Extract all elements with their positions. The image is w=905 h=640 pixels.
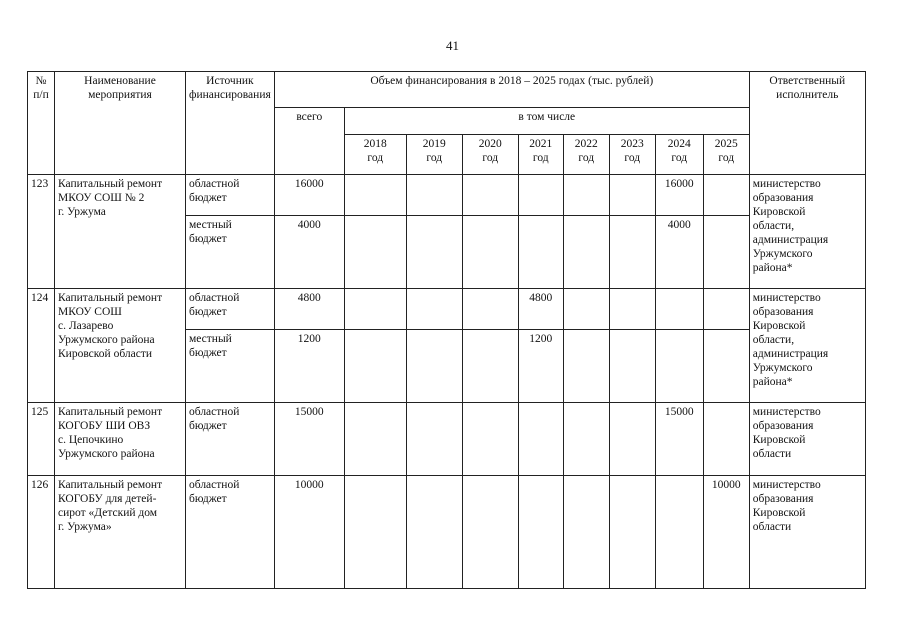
header-year-2025 [703, 135, 749, 175]
text-line: с. Цепочкино [58, 434, 124, 446]
header-responsible: Ответственный исполнитель [749, 72, 865, 175]
funding-source [186, 216, 275, 289]
year-amount-2022 [563, 403, 609, 476]
text-line: Уржумского района [58, 334, 155, 346]
year-amount-2020 [462, 216, 518, 289]
year-amount-2019 [406, 476, 462, 589]
header-year-2019 [406, 135, 462, 175]
header-year-2024 [655, 135, 703, 175]
year-amount-2023 [609, 403, 655, 476]
year-amount-2025 [703, 403, 749, 476]
year-amount-2019 [406, 330, 462, 403]
text-line: областной [189, 178, 240, 190]
year-number: 2021 [529, 138, 553, 150]
text-line: администрация [752, 234, 829, 246]
year-amount-2018 [344, 289, 406, 330]
text-line: Капитальный ремонт [58, 406, 163, 418]
year-amount-2022 [563, 175, 609, 216]
funding-source [186, 403, 275, 476]
year-amount-2025: 10000 [703, 476, 749, 589]
year-number: 2022 [574, 138, 598, 150]
year-amount-2021 [518, 216, 563, 289]
text-line: Кировской [752, 434, 806, 446]
financing-table [27, 71, 866, 589]
year-amount-2024: 15000 [655, 403, 703, 476]
header-including: в том числе [344, 108, 749, 135]
year-amount-2021 [518, 403, 563, 476]
text-line: областной [189, 479, 240, 491]
year-amount-2024: 4000 [655, 216, 703, 289]
year-unit: год [367, 152, 384, 164]
year-amount-2023 [609, 330, 655, 403]
total-amount: 4800 [274, 289, 344, 330]
funding-source [186, 289, 275, 330]
header-year-2023 [609, 135, 655, 175]
header-year-2021 [518, 135, 563, 175]
year-amount-2021: 4800 [518, 289, 563, 330]
text-line: министерство [752, 406, 821, 418]
header-name: Наименование мероприятия [55, 72, 186, 175]
text-line: г. Уржума [58, 206, 106, 218]
year-amount-2020 [462, 175, 518, 216]
year-amount-2025 [703, 330, 749, 403]
year-unit: год [532, 152, 549, 164]
text-line: Кировской [752, 320, 806, 332]
text-line: сирот «Детский дом [58, 507, 158, 519]
header-year-2022 [563, 135, 609, 175]
year-unit: год [482, 152, 499, 164]
year-amount-2023 [609, 216, 655, 289]
funding-source [186, 330, 275, 403]
text-line: местный [189, 333, 232, 345]
text-line: бюджет [189, 420, 227, 432]
table-row [28, 476, 866, 589]
responsible-executor [749, 476, 865, 589]
year-unit: год [578, 152, 595, 164]
header-year-2020 [462, 135, 518, 175]
year-amount-2019 [406, 175, 462, 216]
year-amount-2023 [609, 476, 655, 589]
year-amount-2018 [344, 216, 406, 289]
text-line: Капитальный ремонт [58, 178, 163, 190]
text-line: бюджет [189, 306, 227, 318]
year-unit: год [718, 152, 735, 164]
year-amount-2024 [655, 330, 703, 403]
year-amount-2018 [344, 403, 406, 476]
year-number: 2024 [667, 138, 691, 150]
funding-source [186, 476, 275, 589]
text-line: бюджет [189, 493, 227, 505]
year-amount-2020 [462, 476, 518, 589]
year-unit: год [426, 152, 443, 164]
text-line: Уржумского [752, 362, 813, 374]
text-line: бюджет [189, 233, 227, 245]
text-line: области, [752, 334, 795, 346]
header-volume: Объем финансирования в 2018 – 2025 годах (тыс. рублей) [274, 72, 749, 108]
header-num: № п/п [28, 72, 55, 175]
responsible-executor [749, 289, 865, 403]
year-amount-2022 [563, 216, 609, 289]
text-line: области [752, 521, 792, 533]
text-line: Кировской [752, 206, 806, 218]
text-line: КОГОБУ ШИ ОВЗ [58, 420, 151, 432]
year-amount-2022 [563, 289, 609, 330]
year-amount-2025 [703, 216, 749, 289]
year-amount-2025 [703, 175, 749, 216]
text-line: области [752, 448, 792, 460]
text-line: министерство [752, 479, 821, 491]
text-line: области, [752, 220, 795, 232]
total-amount: 15000 [274, 403, 344, 476]
year-number: 2019 [422, 138, 446, 150]
year-amount-2020 [462, 330, 518, 403]
year-amount-2019 [406, 216, 462, 289]
text-line: Капитальный ремонт [58, 479, 163, 491]
year-unit: год [671, 152, 688, 164]
responsible-executor [749, 175, 865, 289]
year-amount-2021: 1200 [518, 330, 563, 403]
text-line: министерство [752, 292, 821, 304]
text-line: образования [752, 493, 814, 505]
row-number: 124 [28, 289, 55, 403]
text-line: местный [189, 219, 232, 231]
year-amount-2021 [518, 175, 563, 216]
table-row [28, 403, 866, 476]
text-line: МКОУ СОШ № 2 [58, 192, 145, 204]
text-line: бюджет [189, 347, 227, 359]
text-line: министерство [752, 178, 821, 190]
row-number: 125 [28, 403, 55, 476]
responsible-executor [749, 403, 865, 476]
year-amount-2025 [703, 289, 749, 330]
total-amount: 16000 [274, 175, 344, 216]
activity-name [55, 175, 186, 289]
text-line: г. Уржума» [58, 521, 112, 533]
text-line: МКОУ СОШ [58, 306, 122, 318]
header-year-2018 [344, 135, 406, 175]
text-line: Капитальный ремонт [58, 292, 163, 304]
year-number: 2023 [620, 138, 644, 150]
year-amount-2018 [344, 330, 406, 403]
text-line: района* [752, 376, 793, 388]
page-number: 41 [446, 38, 459, 53]
year-amount-2019 [406, 403, 462, 476]
year-amount-2020 [462, 403, 518, 476]
year-amount-2018 [344, 476, 406, 589]
year-amount-2024: 16000 [655, 175, 703, 216]
text-line: бюджет [189, 192, 227, 204]
text-line: с. Лазарево [58, 320, 114, 332]
text-line: образования [752, 420, 814, 432]
year-number: 2018 [363, 138, 387, 150]
header-total: всего [274, 108, 344, 175]
text-line: района* [752, 262, 793, 274]
year-amount-2020 [462, 289, 518, 330]
header-source: Источник финансирования [186, 72, 275, 175]
text-line: областной [189, 292, 240, 304]
year-amount-2024 [655, 476, 703, 589]
text-line: администрация [752, 348, 829, 360]
year-amount-2018 [344, 175, 406, 216]
activity-name [55, 403, 186, 476]
total-amount: 10000 [274, 476, 344, 589]
row-number: 126 [28, 476, 55, 589]
total-amount: 4000 [274, 216, 344, 289]
text-line: Уржумского района [58, 448, 155, 460]
year-amount-2024 [655, 289, 703, 330]
year-amount-2022 [563, 476, 609, 589]
text-line: Кировской области [58, 348, 153, 360]
year-number: 2025 [714, 138, 738, 150]
activity-name [55, 289, 186, 403]
table-row [28, 175, 866, 216]
total-amount: 1200 [274, 330, 344, 403]
row-number: 123 [28, 175, 55, 289]
table-row [28, 289, 866, 330]
text-line: областной [189, 406, 240, 418]
year-unit: год [624, 152, 641, 164]
activity-name [55, 476, 186, 589]
text-line: КОГОБУ для детей- [58, 493, 157, 505]
funding-source [186, 175, 275, 216]
text-line: образования [752, 192, 814, 204]
year-amount-2022 [563, 330, 609, 403]
year-amount-2023 [609, 289, 655, 330]
text-line: Кировской [752, 507, 806, 519]
year-amount-2021 [518, 476, 563, 589]
year-amount-2019 [406, 289, 462, 330]
year-amount-2023 [609, 175, 655, 216]
text-line: образования [752, 306, 814, 318]
year-number: 2020 [478, 138, 502, 150]
text-line: Уржумского [752, 248, 813, 260]
